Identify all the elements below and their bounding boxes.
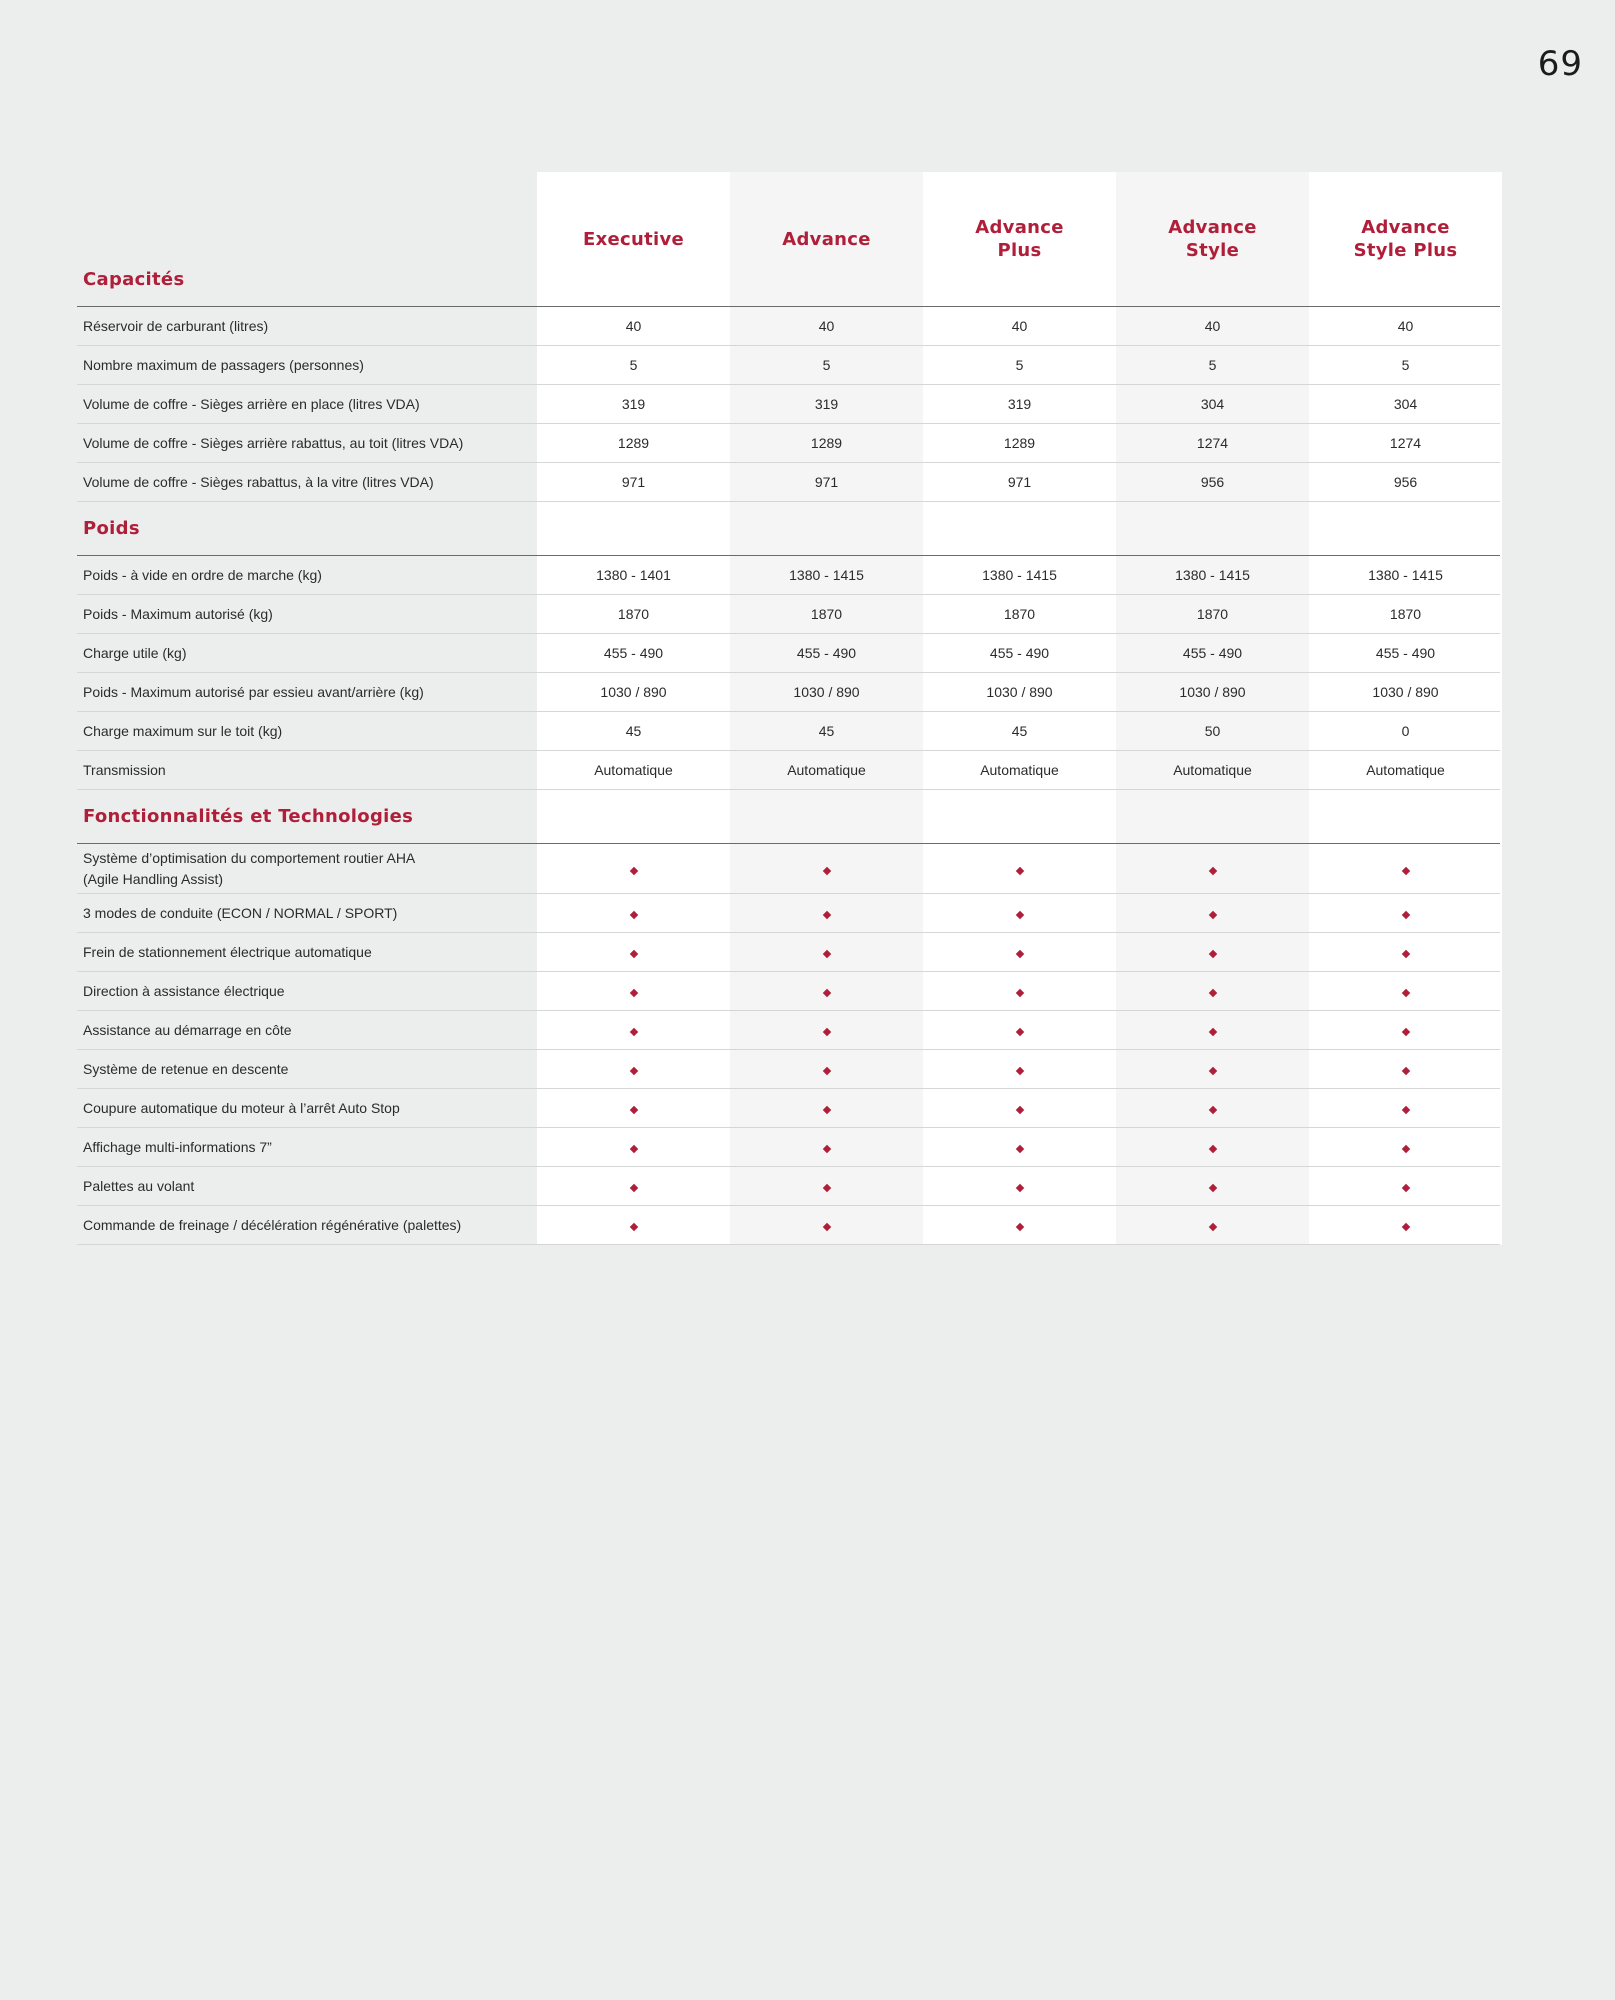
row-value: 1870 <box>1389 606 1422 622</box>
row-value: 304 <box>1393 396 1418 412</box>
row-value: 1380 - 1401 <box>596 567 671 583</box>
row-label: Volume de coffre - Sièges arrière en place (litres VDA) <box>83 395 420 412</box>
row-label: Poids - Maximum autorisé par essieu avant/arrière (kg) <box>83 683 424 700</box>
trim-header <box>1116 172 1309 306</box>
included-diamond-icon <box>1401 989 1409 997</box>
row-label: Volume de coffre - Sièges arrière rabattus, au toit (litres VDA) <box>83 434 464 451</box>
row-label: Coupure automatique du moteur à l’arrêt Auto Stop <box>83 1099 400 1116</box>
row-value <box>730 1178 923 1194</box>
included-diamond-icon <box>1015 950 1023 958</box>
row-value: 45 <box>818 723 835 739</box>
row-value: Automatique <box>980 762 1059 778</box>
row-value: 5 <box>1015 357 1024 373</box>
row-value: 1870 <box>810 606 843 622</box>
row-value <box>730 1139 923 1155</box>
row-value: 1870 <box>1003 606 1036 622</box>
included-diamond-icon <box>1015 1106 1023 1114</box>
row-value <box>1309 1022 1502 1038</box>
table-row <box>77 463 1500 502</box>
row-value <box>1309 944 1502 960</box>
row-value: 1380 - 1415 <box>982 567 1057 583</box>
included-diamond-icon <box>1208 911 1216 919</box>
included-diamond-icon <box>1015 911 1023 919</box>
row-value: 319 <box>1007 396 1032 412</box>
included-diamond-icon <box>1208 1067 1216 1075</box>
included-diamond-icon <box>1401 1223 1409 1231</box>
included-diamond-icon <box>822 1223 830 1231</box>
included-diamond-icon <box>629 1145 637 1153</box>
row-label: Affichage multi-informations 7” <box>83 1138 272 1155</box>
row-value <box>923 1139 1116 1155</box>
row-value: 971 <box>814 474 839 490</box>
row-value <box>1116 1178 1309 1194</box>
table-row <box>77 1089 1500 1128</box>
included-diamond-icon <box>1208 1028 1216 1036</box>
row-value: 956 <box>1200 474 1225 490</box>
row-value: 40 <box>625 318 642 334</box>
included-diamond-icon <box>1015 866 1023 874</box>
table-row <box>77 424 1500 463</box>
row-value <box>1309 861 1502 877</box>
row-value: Automatique <box>1366 762 1445 778</box>
row-value: 1870 <box>617 606 650 622</box>
table-row <box>77 972 1500 1011</box>
row-value <box>1116 861 1309 877</box>
row-label: Poids - Maximum autorisé (kg) <box>83 605 273 622</box>
row-value: 1030 / 890 <box>986 684 1053 700</box>
table-row <box>77 307 1500 346</box>
row-value: 455 - 490 <box>796 645 857 661</box>
included-diamond-icon <box>822 1184 830 1192</box>
row-value <box>1116 1100 1309 1116</box>
row-value: 45 <box>625 723 642 739</box>
row-value <box>923 905 1116 921</box>
row-value: 1289 <box>617 435 650 451</box>
row-value: 0 <box>1401 723 1410 739</box>
row-value <box>537 905 730 921</box>
row-value <box>1309 1217 1502 1233</box>
row-value: 1289 <box>810 435 843 451</box>
included-diamond-icon <box>629 1106 637 1114</box>
table-row <box>77 595 1500 634</box>
row-value: Automatique <box>1173 762 1252 778</box>
row-value: 455 - 490 <box>1182 645 1243 661</box>
row-value <box>537 1139 730 1155</box>
included-diamond-icon <box>1208 1145 1216 1153</box>
row-value: 455 - 490 <box>989 645 1050 661</box>
row-label <box>77 848 537 890</box>
row-value: Automatique <box>594 762 673 778</box>
row-value <box>1309 1139 1502 1155</box>
row-value <box>923 861 1116 877</box>
row-value: 1380 - 1415 <box>1175 567 1250 583</box>
table-row <box>77 933 1500 972</box>
table-row <box>77 844 1500 894</box>
table-row <box>77 673 1500 712</box>
trim-name-line: Style <box>1185 240 1240 261</box>
section-row <box>77 790 1500 844</box>
row-value: Automatique <box>787 762 866 778</box>
row-value: 5 <box>629 357 638 373</box>
row-value: 1274 <box>1196 435 1229 451</box>
row-label: Direction à assistance électrique <box>83 982 285 999</box>
row-value: 1030 / 890 <box>1372 684 1439 700</box>
row-value: 40 <box>1011 318 1028 334</box>
row-value <box>730 1100 923 1116</box>
row-value: 5 <box>1401 357 1410 373</box>
included-diamond-icon <box>822 1145 830 1153</box>
trim-name-line: Advance <box>975 217 1064 238</box>
row-value: 1870 <box>1196 606 1229 622</box>
row-value <box>923 1178 1116 1194</box>
row-value: 1030 / 890 <box>793 684 860 700</box>
row-value: 304 <box>1200 396 1225 412</box>
included-diamond-icon <box>822 950 830 958</box>
row-value: 1274 <box>1389 435 1422 451</box>
row-value <box>1309 983 1502 999</box>
row-label-line: (Agile Handling Assist) <box>83 870 224 887</box>
trim-name-line: Style Plus <box>1353 240 1458 261</box>
table-row <box>77 1050 1500 1089</box>
row-label: Poids - à vide en ordre de marche (kg) <box>83 566 322 583</box>
row-value <box>537 983 730 999</box>
trim-name-line: Advance <box>1361 217 1450 238</box>
trim-header <box>1309 172 1502 306</box>
row-value: 1380 - 1415 <box>1368 567 1443 583</box>
included-diamond-icon <box>1208 1184 1216 1192</box>
included-diamond-icon <box>822 1067 830 1075</box>
section-title-capacites: Capacités <box>83 269 185 290</box>
included-diamond-icon <box>1401 1067 1409 1075</box>
row-value: 40 <box>1397 318 1414 334</box>
included-diamond-icon <box>1401 1184 1409 1192</box>
row-label: Charge utile (kg) <box>83 644 187 661</box>
section-title: Poids <box>83 518 140 539</box>
table-row <box>77 712 1500 751</box>
row-label: Charge maximum sur le toit (kg) <box>83 722 283 739</box>
row-value <box>1116 1061 1309 1077</box>
table-row <box>77 634 1500 673</box>
spec-table <box>77 172 1500 1245</box>
row-value <box>1309 1178 1502 1194</box>
included-diamond-icon <box>1401 1145 1409 1153</box>
row-value: 971 <box>621 474 646 490</box>
included-diamond-icon <box>1015 1184 1023 1192</box>
row-value <box>730 944 923 960</box>
row-value <box>1116 944 1309 960</box>
included-diamond-icon <box>822 1106 830 1114</box>
included-diamond-icon <box>1401 1028 1409 1036</box>
row-label-line: Système d’optimisation du comportement routier AHA <box>83 849 416 866</box>
row-value: 40 <box>1204 318 1221 334</box>
included-diamond-icon <box>1208 1106 1216 1114</box>
included-diamond-icon <box>629 1067 637 1075</box>
row-value <box>1116 1217 1309 1233</box>
row-value: 5 <box>822 357 831 373</box>
included-diamond-icon <box>1208 1223 1216 1231</box>
row-value <box>1309 905 1502 921</box>
table-header <box>77 172 1500 307</box>
included-diamond-icon <box>1401 1106 1409 1114</box>
row-label: Réservoir de carburant (litres) <box>83 317 269 334</box>
included-diamond-icon <box>1015 1028 1023 1036</box>
table-row <box>77 1167 1500 1206</box>
table-row <box>77 556 1500 595</box>
included-diamond-icon <box>629 950 637 958</box>
row-value <box>537 861 730 877</box>
row-value <box>537 1022 730 1038</box>
included-diamond-icon <box>822 866 830 874</box>
row-value <box>923 1217 1116 1233</box>
row-value <box>537 1061 730 1077</box>
included-diamond-icon <box>629 866 637 874</box>
included-diamond-icon <box>1015 1223 1023 1231</box>
row-value: 40 <box>818 318 835 334</box>
row-value <box>730 1217 923 1233</box>
table-row <box>77 1011 1500 1050</box>
table-row <box>77 1206 1500 1245</box>
included-diamond-icon <box>822 911 830 919</box>
row-value <box>730 861 923 877</box>
table-body <box>77 307 1500 1245</box>
included-diamond-icon <box>1015 1145 1023 1153</box>
included-diamond-icon <box>1208 989 1216 997</box>
table-row <box>77 751 1500 790</box>
trim-name-line: Advance <box>782 228 871 250</box>
row-value <box>1116 983 1309 999</box>
row-value <box>923 1022 1116 1038</box>
included-diamond-icon <box>1401 950 1409 958</box>
row-label: Système de retenue en descente <box>83 1060 289 1077</box>
row-value <box>923 983 1116 999</box>
included-diamond-icon <box>1208 950 1216 958</box>
row-value <box>923 1100 1116 1116</box>
row-value: 455 - 490 <box>1375 645 1436 661</box>
included-diamond-icon <box>1015 989 1023 997</box>
page-number: 69 <box>1537 44 1583 84</box>
row-value: 50 <box>1204 723 1221 739</box>
row-value: 971 <box>1007 474 1032 490</box>
row-value <box>1116 905 1309 921</box>
row-value <box>1116 1022 1309 1038</box>
row-value <box>730 1022 923 1038</box>
row-value <box>923 1061 1116 1077</box>
row-value: 1380 - 1415 <box>789 567 864 583</box>
row-label: 3 modes de conduite (ECON / NORMAL / SPORT) <box>83 904 398 921</box>
trim-name-line: Executive <box>582 228 684 250</box>
trim-header <box>730 172 923 306</box>
row-value: 1030 / 890 <box>1179 684 1246 700</box>
row-value: 319 <box>621 396 646 412</box>
row-label: Palettes au volant <box>83 1177 195 1194</box>
included-diamond-icon <box>1015 1067 1023 1075</box>
included-diamond-icon <box>629 1223 637 1231</box>
included-diamond-icon <box>1401 911 1409 919</box>
row-value <box>730 983 923 999</box>
row-value <box>537 1100 730 1116</box>
row-value: 319 <box>814 396 839 412</box>
row-label: Commande de freinage / décélération régénérative (palettes) <box>83 1216 462 1233</box>
row-value <box>730 1061 923 1077</box>
row-value <box>1309 1061 1502 1077</box>
row-value <box>730 905 923 921</box>
section-row <box>77 502 1500 556</box>
row-value <box>1309 1100 1502 1116</box>
included-diamond-icon <box>629 911 637 919</box>
row-label: Frein de stationnement électrique automatique <box>83 943 372 960</box>
trim-name-line: Advance <box>1168 217 1257 238</box>
row-value <box>923 944 1116 960</box>
row-value: 45 <box>1011 723 1028 739</box>
row-label: Nombre maximum de passagers (personnes) <box>83 356 364 373</box>
section-title: Fonctionnalités et Technologies <box>83 806 414 827</box>
table-row <box>77 385 1500 424</box>
row-label: Assistance au démarrage en côte <box>83 1021 292 1038</box>
row-value: 5 <box>1208 357 1217 373</box>
row-value <box>1116 1139 1309 1155</box>
row-value: 956 <box>1393 474 1418 490</box>
included-diamond-icon <box>629 1184 637 1192</box>
included-diamond-icon <box>822 989 830 997</box>
trim-header <box>923 172 1116 306</box>
row-label: Transmission <box>83 761 166 778</box>
included-diamond-icon <box>822 1028 830 1036</box>
included-diamond-icon <box>1208 866 1216 874</box>
included-diamond-icon <box>629 989 637 997</box>
trim-header <box>537 172 730 306</box>
row-value: 1030 / 890 <box>600 684 667 700</box>
row-value <box>537 1178 730 1194</box>
table-row <box>77 1128 1500 1167</box>
row-value: 1289 <box>1003 435 1036 451</box>
included-diamond-icon <box>629 1028 637 1036</box>
table-row <box>77 894 1500 933</box>
row-value <box>537 944 730 960</box>
trim-name-line: Plus <box>997 240 1042 261</box>
row-value <box>537 1217 730 1233</box>
row-value: 455 - 490 <box>603 645 664 661</box>
row-label: Volume de coffre - Sièges rabattus, à la vitre (litres VDA) <box>83 473 434 490</box>
table-row <box>77 346 1500 385</box>
included-diamond-icon <box>1401 866 1409 874</box>
